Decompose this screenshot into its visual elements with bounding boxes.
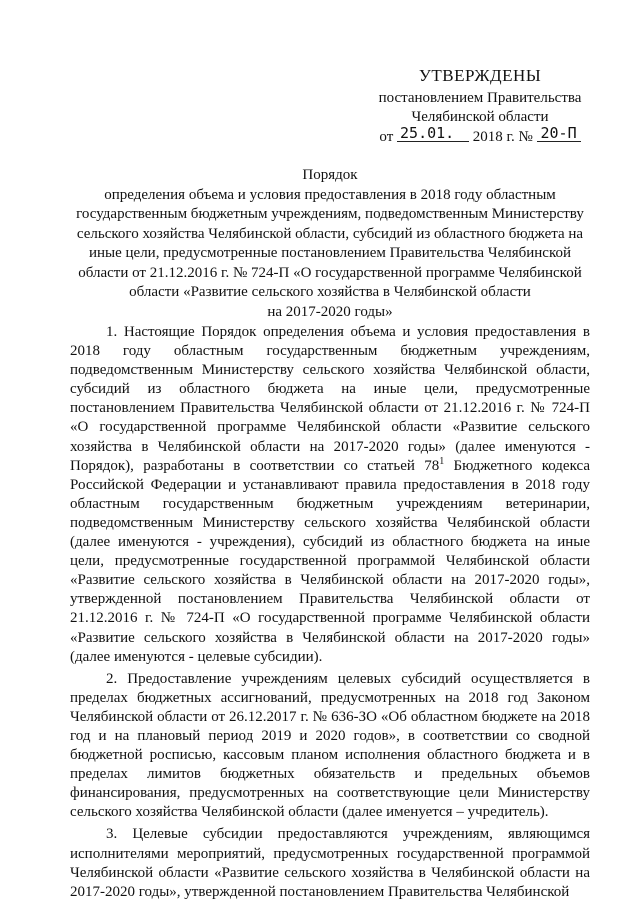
title-line-5: области от 21.12.2016 г. № 724-П «О государственной программе Челябинской bbox=[78, 264, 582, 281]
approval-line-1: постановлением Правительства bbox=[378, 90, 582, 106]
handwritten-date: 25.01. bbox=[397, 125, 469, 142]
title-line-6: области «Развитие сельского хозяйства в Челябинской области bbox=[129, 284, 531, 300]
title-line-2: государственным бюджетным учреждениям, подведомственным Министерству bbox=[76, 206, 584, 222]
paragraph-1-part-1: 1. Настоящие Порядок определения объема и условия предоставления в 2018 году областным государственным бюджетным учреждениям, подведомственным Министерству сельского хозяйства Челябинской области, субсидий из областного бюджета на иные цели, предусмотренные постановлением Правительства Челябинской области от 21.12.2016 г. № 724-П «О государственной программе Челябинской области «Развитие сельского хозяйства в Челябинской области на 2017-2020 годы» (далее именуются - Порядок), разработаны в соответствии со статьей 78 bbox=[70, 324, 590, 474]
approval-stamp-block bbox=[355, 66, 605, 147]
title-line-1: определения объема и условия предоставления в 2018 году областным bbox=[104, 186, 556, 203]
title-line-7: на 2017-2020 годы» bbox=[267, 303, 393, 320]
handwritten-number: 20-П bbox=[537, 125, 581, 142]
paragraph-3: 3. Целевые субсидии предоставляются учреждениям, являющимся исполнителями мероприятий, предусмотренных государственной программой Челябинской области «Развитие сельского хозяйства в Челябинской области на 2017-2020 годы», утвержденной постановлением Правительства Челябинской bbox=[70, 826, 590, 900]
title-line-3: сельского хозяйства Челябинской области, субсидий из областного бюджета на bbox=[76, 225, 584, 242]
approval-line-2: Челябинской области bbox=[411, 109, 549, 125]
article-superscript: 1 bbox=[439, 455, 445, 467]
approval-year-number: 2018 г. № bbox=[472, 129, 533, 145]
title-heading: Порядок bbox=[302, 167, 358, 183]
approval-prefix-from: от bbox=[379, 129, 394, 145]
title-line-4: иные цели, предусмотренные постановлением Правительства Челябинской bbox=[88, 245, 572, 261]
paragraph-1 bbox=[70, 323, 590, 667]
approval-title: УТВЕРЖДЕНЫ bbox=[418, 66, 542, 85]
paragraph-1-part-2: Бюджетного кодекса Российской Федерации и устанавливают правила предоставления в 2018 году областным государственным бюджетным учреждениям ветеринарии, подведомственным Министерству сельского хозяйства Челябинской области (далее именуются - учреждения), субсидий из областного бюджета на иные цели, предусмотренные государственной программой Челябинской области «Развитие сельского хозяйства в Челябинской области на 2017-2020 годы», утвержденной постановлением Правительства Челябинской области от 21.12.2016 г. № 724-П «О государственной программе Челябинской области «Развитие сельского хозяйства в Челябинской области на 2017-2020 годы» (далее именуются - целевые субсидии). bbox=[70, 457, 590, 665]
document-body bbox=[70, 323, 590, 902]
paragraph-2: 2. Предоставление учреждениям целевых субсидий осуществляется в пределах бюджетных ассигнований, предусмотренных на 2018 год Законом Челябинской области от 26.12.2017 г. № 636-ЗО «Об областном бюджете на 2018 год и на плановый период 2019 и 2020 годов», в соответствии со сводной бюджетной росписью, кассовым планом исполнения областного бюджета и в пределах лимитов бюджетных обязательств и предельных объемов финансирования, предусмотренных на соответствующие цели Министерству сельского хозяйства Челябинской области (далее именуется – учредитель). bbox=[70, 670, 590, 821]
approval-reference bbox=[355, 124, 605, 147]
document-title bbox=[70, 166, 590, 322]
